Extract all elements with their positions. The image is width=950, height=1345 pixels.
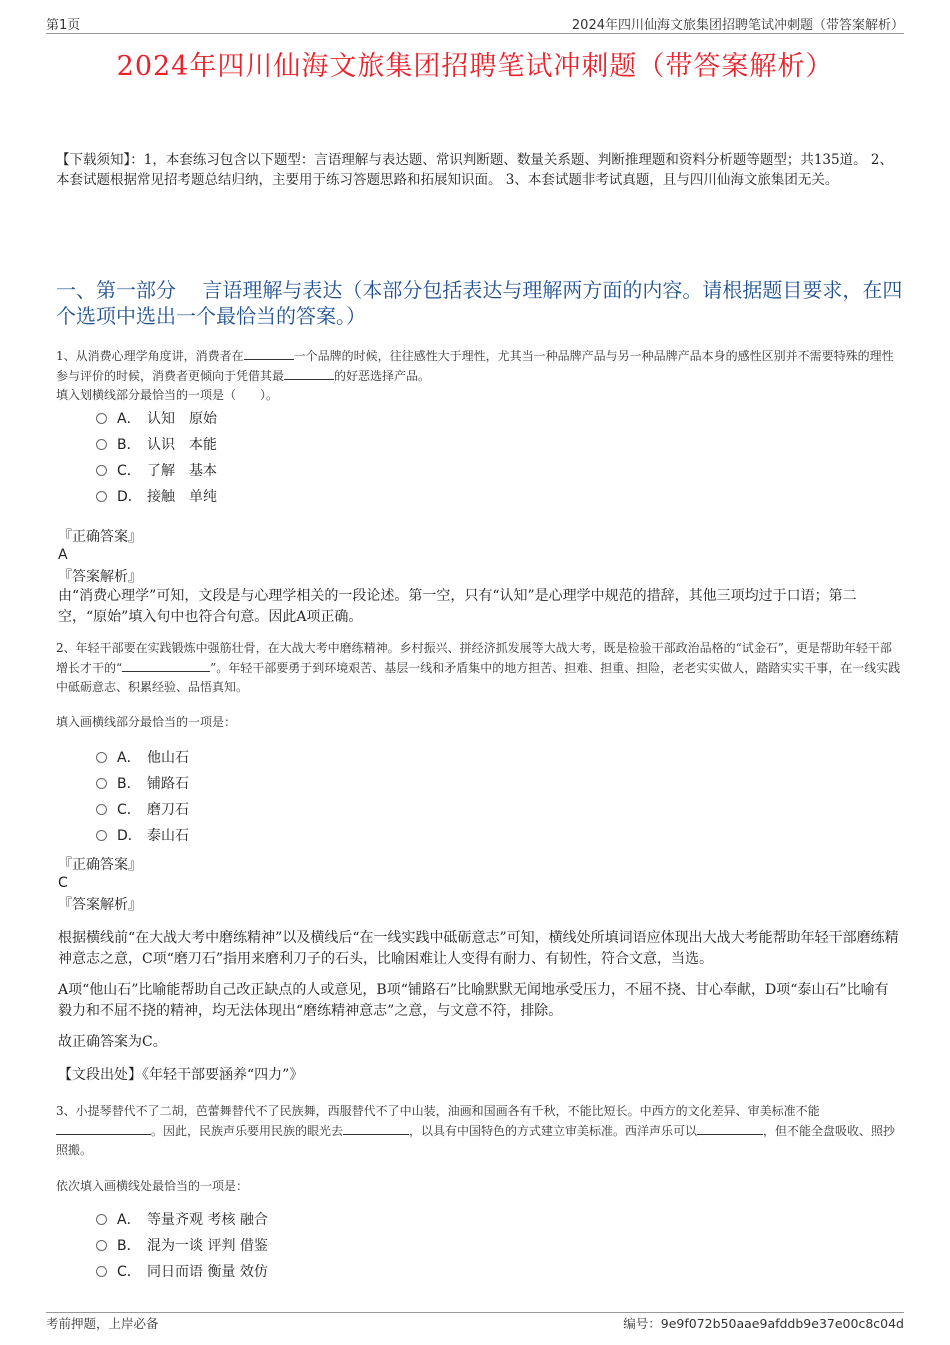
blank [343,1121,409,1135]
q2-analysis-3: 故正确答案为C。 [58,1034,167,1050]
q2-answer: C [58,875,68,891]
radio-icon[interactable] [96,439,107,450]
q2-analysis-1: 根据横线前“在大战大考中磨练精神”以及横线后“在一线实践中砥砺意志”可知，横线处所填词语应体现出大战大考能帮助年轻干部磨练精神意志之意，C项“磨刀石”指用来磨利刀子的石头，比喻困难让人变得有耐力、有韧性，符合文意，当选。 [58,930,899,967]
q3-option-a[interactable]: A． 等量齐观 考核 融合 [96,1207,268,1233]
q1-option-d[interactable]: D． 接触 单纯 [96,484,217,510]
q2-source: 【文段出处】《年轻干部要涵养“四力”》 [58,1067,304,1083]
footer-code: 编号：9e9f072b50aae9afddb9e37e00c8c04d [623,1316,904,1331]
q2-analysis-2: A项“他山石”比喻能帮助自己改正缺点的人或意见，B项“铺路石”比喻默默无闻地承受压力，不屈不挠、甘心奉献，D项“泰山石”比喻有毅力和不屈不挠的精神，均无法体现出“磨练精神意志”之意，与文意不符，排除。 [58,982,889,1019]
radio-icon[interactable] [96,491,107,502]
question-1-text: 1、从消费心理学角度讲，消费者在 一个品牌的时候，往往感性大于理性，尤其当一种品牌产品与另一种品牌产品本身的感性区别并不需要特殊的理性参与评价的时候，消费者更倾向于凭借其最 的好恶选择产品。 [56,346,902,386]
question-3-prompt: 依次填入画横线处最恰当的一项是： [56,1179,249,1193]
q1-option-c[interactable]: C． 了解 基本 [96,458,217,484]
q1-analysis-label: 『答案解析』 [58,569,142,585]
question-2-text: 2、年轻干部要在实践锻炼中强筋壮骨，在大战大考中磨练精神。乡村振兴、拼经济抓发展等大战大考，既是检验干部政治品格的“试金石”，更是帮助年轻干部增长才干的“ ”。年轻干部要勇于到环境艰苦、基层一线和矛盾集中的地方担苦、担难、担重、担险，老老实实做人，踏踏实实干事，在一线实践中砥砺意志、积累经验、品悟真知。 [56,641,901,694]
blank [697,1121,763,1135]
document-title: 2024年四川仙海文旅集团招聘笔试冲刺题（带答案解析） [116,51,834,82]
page-number: 第1页 [46,18,81,33]
q1-answer-label: 『正确答案』 [58,529,142,545]
question-2-prompt: 填入画横线部分最恰当的一项是： [56,715,237,729]
blank [244,346,294,360]
blank [284,366,334,380]
footer-divider [46,1312,904,1313]
radio-icon[interactable] [96,752,107,763]
radio-icon[interactable] [96,465,107,476]
q2-option-b[interactable]: B． 铺路石 [96,771,189,797]
q2-option-a[interactable]: A． 他山石 [96,745,189,771]
section-title: 一、第一部分 言语理解与表达（本部分包括表达与理解两方面的内容。请根据题目要求，在四个选项中选出一个最恰当的答案。） [56,278,903,328]
radio-icon[interactable] [96,1266,107,1277]
question-3-text: 3、小提琴替代不了二胡，芭蕾舞替代不了民族舞，西服替代不了中山装，油画和国画各有千秋，不能比短长。中西方的文化差异、审美标准不能。因此，民族声乐要用民族的眼光去 ，以具有中国特色的方式建立审美标准。西洋声乐可以 ，但不能全盘吸收、照抄照搬。 [56,1104,896,1157]
radio-icon[interactable] [96,1240,107,1251]
q1-option-b[interactable]: B． 认识 本能 [96,432,217,458]
header-divider [46,33,904,34]
blank [122,658,210,672]
download-notice: 【下载须知】：1，本套练习包含以下题型：言语理解与表达题、常识判断题、数量关系题、判断推理题和资料分析题等题型；共135道。 2、本套试题根据常见招考题总结归纳，主要用于练习答题思路和拓展知识面。 3、本套试题非考试真题，且与四川仙海文旅集团无关。 [56,152,893,188]
q2-option-c[interactable]: C． 磨刀石 [96,797,189,823]
q1-analysis: 由“消费心理学”可知，文段是与心理学相关的一段论述。第一空，只有“认知”是心理学中规范的措辞，其他三项均过于口语；第二空，“原始”填入句中也符合句意。因此A项正确。 [58,588,857,625]
header-doc-title: 2024年四川仙海文旅集团招聘笔试冲刺题（带答案解析） [571,18,904,33]
q1-option-a[interactable]: A． 认知 原始 [96,406,217,432]
q1-answer: A [58,547,68,563]
radio-icon[interactable] [96,804,107,815]
blank [56,1121,151,1135]
question-1-prompt: 填入划横线部分最恰当的一项是（ ）。 [56,388,279,402]
radio-icon[interactable] [96,778,107,789]
q2-option-d[interactable]: D． 泰山石 [96,823,189,849]
q3-option-c[interactable]: C． 同日而语 衡量 效仿 [96,1259,268,1285]
q3-option-b[interactable]: B． 混为一谈 评判 借鉴 [96,1233,268,1259]
q2-analysis-label: 『答案解析』 [58,897,142,913]
radio-icon[interactable] [96,1214,107,1225]
q2-answer-label: 『正确答案』 [58,857,142,873]
footer-slogan: 考前押题，上岸必备 [46,1316,159,1331]
radio-icon[interactable] [96,413,107,424]
radio-icon[interactable] [96,830,107,841]
